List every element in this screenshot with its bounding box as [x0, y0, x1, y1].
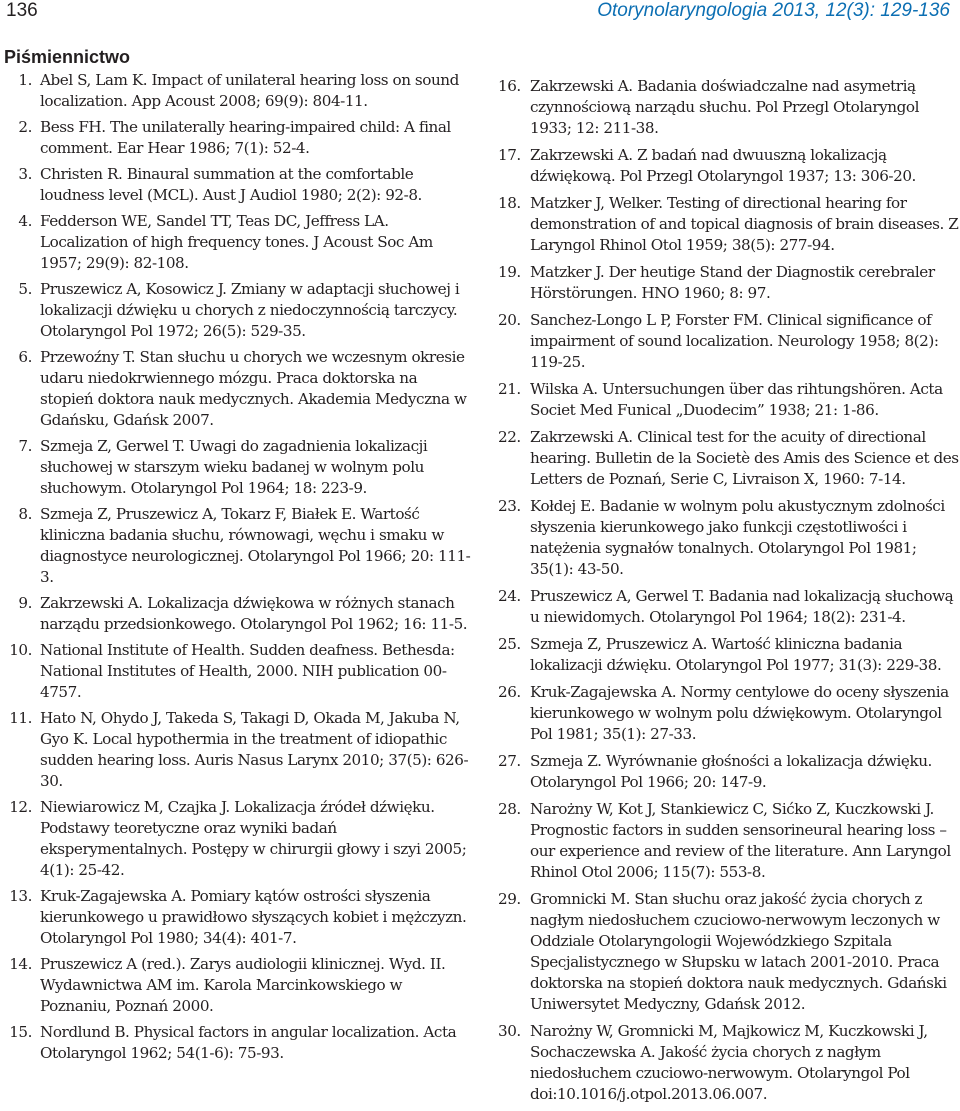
reference-number: 10. — [9, 641, 32, 659]
reference-item — [6, 954, 472, 1017]
reference-text: Narożny W, Kot J, Stankiewicz C, Sićko Z, Kuczkowski J. Prognostic factors in sudden sensorineural hearing loss – our experience and review of the literature. Ann Laryngol Rhinol Otol 2006; 115(7): 553-8. — [530, 800, 951, 881]
reference-number: 30. — [498, 1022, 521, 1040]
reference-text: National Institute of Health. Sudden deafness. Bethesda: National Institutes of Health, 2000. NIH publication 00-4757. — [40, 641, 455, 701]
reference-text: Christen R. Binaural summation at the comfortable loudness level (MCL). Aust J Audiol 1980; 2(2): 92-8. — [40, 165, 422, 204]
reference-text: Matzker J, Welker. Testing of directional hearing for demonstration of and topical diagnosis of brain diseases. Z Laryngol Rhinol Otol 1959; 38(5): 277-94. — [530, 194, 959, 254]
reference-text: Zakrzewski A. Lokalizacja dźwiękowa w różnych stanach narządu przedsionkowego. Otolaryngol Pol 1962; 16: 11-5. — [40, 594, 468, 633]
reference-text: Pruszewicz A, Kosowicz J. Zmiany w adaptacji słuchowej i lokalizacji dźwięku u chorych z niedoczynnością tarczycy. Otolaryngol Pol 1972; 26(5): 529-35. — [40, 280, 460, 340]
reference-number: 25. — [498, 635, 521, 653]
reference-item — [494, 682, 960, 745]
reference-item — [6, 211, 472, 274]
reference-item — [494, 379, 960, 421]
reference-text: Zakrzewski A. Badania doświadczalne nad asymetrią czynnościową narządu słuchu. Pol Przegl Otolaryngol 1933; 12: 211-38. — [530, 77, 919, 137]
reference-item — [6, 347, 472, 431]
reference-number: 20. — [498, 311, 521, 329]
reference-text: Hato N, Ohydo J, Takeda S, Takagi D, Okada M, Jakuba N, Gyo K. Local hypothermia in the treatment of idiopathic sudden hearing loss. Auris Nasus Larynx 2010; 37(5): 626-30. — [40, 709, 469, 790]
reference-number: 7. — [18, 437, 32, 455]
reference-number: 4. — [18, 212, 32, 230]
reference-item — [6, 1022, 472, 1064]
reference-number: 6. — [18, 348, 32, 366]
page-number: 136 — [6, 0, 38, 21]
reference-number: 12. — [9, 798, 32, 816]
reference-text: Bess FH. The unilaterally hearing-impaired child: A final comment. Ear Hear 1986; 7(1): 52-4. — [40, 118, 451, 157]
reference-text: Kołdej E. Badanie w wolnym polu akustycznym zdolności słyszenia kierunkowego jako funkcji częstotliwości i natężenia sygnałów tonalnych. Otolaryngol Pol 1981; 35(1): 43-50. — [530, 497, 945, 578]
reference-item — [6, 70, 472, 112]
reference-item — [6, 593, 472, 635]
reference-item — [6, 436, 472, 499]
reference-text: Pruszewicz A (red.). Zarys audiologii klinicznej. Wyd. II. Wydawnictwa AM im. Karola Marcinkowskiego w Poznaniu, Poznań 2000. — [40, 955, 446, 1015]
reference-item — [6, 117, 472, 159]
reference-text: Szmeja Z, Pruszewicz A, Tokarz F, Białek E. Wartość kliniczna badania słuchu, równowagi, węchu i smaku w diagnostyce neurologicznej. Otolaryngol Pol 1966; 20: 111-3. — [40, 505, 471, 586]
reference-number: 23. — [498, 497, 521, 515]
reference-item — [494, 310, 960, 373]
reference-number: 21. — [498, 380, 521, 398]
reference-text: Matzker J. Der heutige Stand der Diagnostik cerebraler Hörstörungen. HNO 1960; 8: 97. — [530, 263, 935, 302]
reference-number: 27. — [498, 752, 521, 770]
reference-number: 13. — [9, 887, 32, 905]
reference-number: 3. — [18, 165, 32, 183]
reference-number: 24. — [498, 587, 521, 605]
reference-text: Gromnicki M. Stan słuchu oraz jakość życia chorych z nagłym niedosłuchem czuciowo-nerwowym leczonych w Oddziale Otolaryngologii Wojewódzkiego Szpitala Specjalistycznego w Słupsku w latach 2001-2010. Praca doktorska na stopień doktora nauk medycznych. Gdański Uniwersytet Medyczny, Gdańsk 2012. — [530, 890, 947, 1013]
section-title: Piśmiennictwo — [4, 47, 131, 67]
reference-item — [494, 496, 960, 580]
reference-list-left — [6, 70, 472, 1064]
reference-item — [6, 504, 472, 588]
reference-item — [494, 145, 960, 187]
reference-number: 15. — [9, 1023, 32, 1041]
reference-text: Wilska A. Untersuchungen über das rihtungshören. Acta Societ Med Funical „Duodecim” 1938; 21: 1-86. — [530, 380, 943, 419]
reference-item — [6, 279, 472, 342]
reference-text: Zakrzewski A. Clinical test for the acuity of directional hearing. Bulletin de la Societè des Amis des Science et des Letters de Poznań, Serie C, Livraison X, 1960: 7-14. — [530, 428, 959, 488]
reference-number: 11. — [9, 709, 32, 727]
reference-number: 19. — [498, 263, 521, 281]
reference-text: Pruszewicz A, Gerwel T. Badania nad lokalizacją słuchową u niewidomych. Otolaryngol Pol 1964; 18(2): 231-4. — [530, 587, 954, 626]
references-left-column — [6, 70, 472, 1069]
journal-citation: Otorynolaryngologia 2013, 12(3): 129-136 — [597, 0, 950, 21]
page-header — [0, 0, 960, 40]
reference-number: 26. — [498, 683, 521, 701]
reference-text: Sanchez-Longo L P, Forster FM. Clinical significance of impairment of sound localization. Neurology 1958; 8(2): 119-25. — [530, 311, 939, 371]
reference-text: Zakrzewski A. Z badań nad dwuuszną lokalizacją dźwiękową. Pol Przegl Otolaryngol 1937; 13: 306-20. — [530, 146, 916, 185]
reference-item — [494, 1021, 960, 1105]
reference-number: 1. — [18, 71, 32, 89]
reference-item — [494, 193, 960, 256]
reference-text: Kruk-Zagajewska A. Normy centylowe do oceny słyszenia kierunkowego w wolnym polu dźwiękowym. Otolaryngol Pol 1981; 35(1): 27-33. — [530, 683, 949, 743]
reference-number: 2. — [18, 118, 32, 136]
reference-number: 22. — [498, 428, 521, 446]
reference-number: 18. — [498, 194, 521, 212]
reference-item — [494, 751, 960, 793]
reference-item — [6, 797, 472, 881]
reference-item — [6, 708, 472, 792]
reference-text: Abel S, Lam K. Impact of unilateral hearing loss on sound localization. App Acoust 2008; 69(9): 804-11. — [40, 71, 459, 110]
reference-number: 16. — [498, 77, 521, 95]
reference-item — [494, 799, 960, 883]
reference-item — [6, 886, 472, 949]
reference-number: 9. — [18, 594, 32, 612]
reference-item — [494, 262, 960, 304]
reference-item — [6, 164, 472, 206]
reference-list-right — [494, 76, 960, 1105]
reference-item — [6, 640, 472, 703]
reference-number: 8. — [18, 505, 32, 523]
reference-item — [494, 76, 960, 139]
reference-text: Szmeja Z. Wyrównanie głośności a lokalizacja dźwięku. Otolaryngol Pol 1966; 20: 147-9. — [530, 752, 932, 791]
reference-text: Kruk-Zagajewska A. Pomiary kątów ostrości słyszenia kierunkowego u prawidłowo słyszących kobiet i mężczyzn. Otolaryngol Pol 1980; 34(4): 401-7. — [40, 887, 467, 947]
reference-item — [494, 634, 960, 676]
reference-text: Fedderson WE, Sandel TT, Teas DC, Jeffress LA. Localization of high frequency tones. J Acoust Soc Am 1957; 29(9): 82-108. — [40, 212, 433, 272]
reference-text: Przewoźny T. Stan słuchu u chorych we wczesnym okresie udaru niedokrwiennego mózgu. Praca doktorska na stopień doktora nauk medycznych. Akademia Medyczna w Gdańsku, Gdańsk 2007. — [40, 348, 467, 429]
reference-text: Narożny W, Gromnicki M, Majkowicz M, Kuczkowski J, Sochaczewska A. Jakość życia chorych z nagłym niedosłuchem czuciowo-nerwowym. Otolaryngol Pol doi:10.1016/j.otpol.2013.06.007. — [530, 1022, 928, 1103]
reference-number: 17. — [498, 146, 521, 164]
reference-text: Nordlund B. Physical factors in angular localization. Acta Otolaryngol 1962; 54(1-6): 75-93. — [40, 1023, 457, 1062]
reference-item — [494, 586, 960, 628]
reference-text: Niewiarowicz M, Czajka J. Lokalizacja źródeł dźwięku. Podstawy teoretyczne oraz wyniki badań eksperymentalnych. Postępy w chirurgii głowy i szyi 2005; 4(1): 25-42. — [40, 798, 467, 879]
reference-text: Szmeja Z, Pruszewicz A. Wartość kliniczna badania lokalizacji dźwięku. Otolaryngol Pol 1977; 31(3): 229-38. — [530, 635, 942, 674]
reference-item — [494, 427, 960, 490]
references-right-column — [494, 76, 960, 1111]
reference-number: 14. — [9, 955, 32, 973]
reference-item — [494, 889, 960, 1015]
reference-text: Szmeja Z, Gerwel T. Uwagi do zagadnienia lokalizacji słuchowej w starszym wieku badanej w wolnym polu słuchowym. Otolaryngol Pol 1964; 18: 223-9. — [40, 437, 428, 497]
reference-number: 5. — [18, 280, 32, 298]
reference-number: 28. — [498, 800, 521, 818]
reference-number: 29. — [498, 890, 521, 908]
